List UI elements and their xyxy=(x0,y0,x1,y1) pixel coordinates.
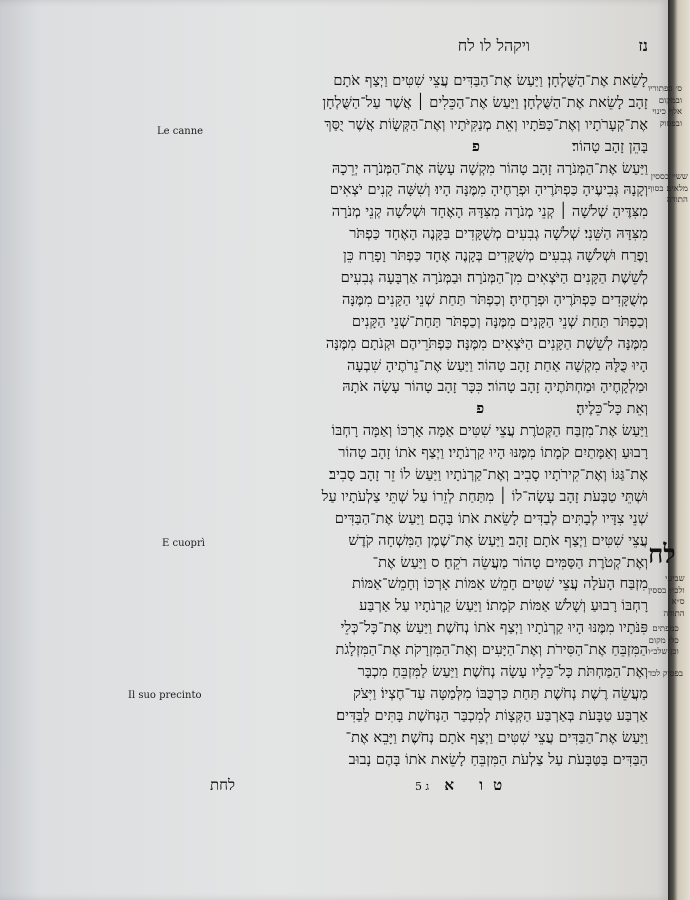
text-line: וּמַלְקָחֶיהָ וּמַחְתֹּתֶיהָ זָהָב טָהוֹר׃ כִּכָּר זָהָב טָהוֹר עָשָׂה אֹתָהּ xyxy=(342,378,648,396)
text-line: הַמִּזְבֵּחַ אֶת־הַסִּירֹת וְאֶת־הַיָּעִים וְאֶת־הַמִּזְרָקֹת אֶת־הַמִּזְלָגֹת xyxy=(335,641,648,659)
text-line: וְקָנָהּ גְּבִיעֶיהָ כַּפְתֹּרֶיהָ וּפְרָחֶיהָ מִמֶּנָּה הָיוּ׃ וְשִׁשָּׁה קָנִים יֹצְאִים xyxy=(329,181,648,199)
text-line: בָּהֵן זָהָב טָהוֹר׃פ xyxy=(472,137,648,155)
text-line: אֶת־קְעָרֹתָיו וְאֶת־כַּפֹּתָיו וְאֵת מְנַקִּיֹּתָיו וְאֶת־הַקְּשָׂוֹת אֲשֶׁר יֻסַּךְ xyxy=(324,115,648,133)
text-line: מִמֶּנָּה לְשֵׁשֶׁת הַקָּנִים הַיֹּצְאִים מִמֶּנָּה׃ כַּפְתֹּרֵיהֶם וּקְנֹתָם מִמֶּנָּה xyxy=(325,334,648,352)
section-separator: פ xyxy=(476,400,487,418)
text-line: הַבַּדִּים בַּטַּבָּעֹת עַל צַלְעֹת הַמִּזְבֵּחַ לָשֵׂאת אֹתוֹ בָּהֶם נָבוּב xyxy=(348,750,648,768)
section-separator: פ xyxy=(472,137,482,155)
text-line: מִצִּדֶּיהָ שְׁלֹשָׁה ׀ קְנֵי מְנֹרָה מִצִּדָּהּ הָאֶחָד וּשְׁלֹשָׁה קְנֵי מְנֹרָה xyxy=(331,203,648,221)
margin-hebrew-note-1: ס׳ כפתוריו ובמקום אלף כינוי ובפסוק xyxy=(648,84,683,129)
text-line: זָהָב לָשֵׂאת אֶת־הַשֻּׁלְחָן׃ וַיַּעַשׂ אֶת־הַכֵּלִים ׀ אֲשֶׁר עַל־הַשֻּׁלְחָן xyxy=(322,93,648,111)
margin-hebrew-note-4: כמפתים כלי מקום וכן שלכ״ו xyxy=(648,624,679,657)
page-footer xyxy=(210,776,650,800)
hebrew-text-column xyxy=(208,70,648,771)
text-line: וָפֶרַח וּשְׁלֹשָׁה גְבִעִים מְשֻׁקָּדִים בְּקָנֶה אֶחָד כַּפְתֹּר וָפָרַח כֵּן xyxy=(343,247,648,265)
text-line: רָבוּעַ וְאַמָּתַיִם קֹמָתוֹ מִמֶּנּוּ הָיוּ קַרְנֹתָיו׃ וַיְצַף אֹתוֹ זָהָב טָהוֹר xyxy=(338,444,648,462)
margin-note-precinto: Il suo precinto xyxy=(128,690,202,701)
margin-note-cuopri: E cuoprì xyxy=(162,538,205,549)
text-line: לָשֵׂאת אֶת־הַשֻּׁלְחָן׃ וַיַּעַשׂ אֶת־הַבַּדִּים עֲצֵי שִׁטִּים וַיְצַף אֹתָם xyxy=(333,72,648,89)
text-line: וְכַפְתֹּר תַּחַת שְׁנֵי הַקָּנִים מִמֶּנָּה וְכַפְתֹּר תַּחַת־שְׁנֵי הַקָּנִים xyxy=(351,312,648,330)
page-number: נז xyxy=(638,36,648,55)
text-line: מִזְבַּח הָעֹלָה עֲצֵי שִׁטִּים חָמֵשׁ אַמּוֹת אָרְכּוֹ וְחָמֵשׁ־אַמּוֹת xyxy=(352,575,648,593)
text-line: עֲצֵי שִׁטִּים וַיְצַף אֹתָם זָהָב׃ וַיַּעַשׂ אֶת־שֶׁמֶן הַמִּשְׁחָה קֹדֶשׁ xyxy=(348,531,648,549)
text-line: וּשְׁתֵּי טַבְּעֹת זָהָב עָשָׂה־לוֹ ׀ מִתַּחַת לְזֵרוֹ עַל שְׁתֵּי צַלְעֹתָיו עַל xyxy=(321,487,648,505)
catchword: לחת xyxy=(210,776,236,794)
page-header xyxy=(208,36,648,64)
text-line: מְשֻׁקָּדִים כַּפְתֹּרֶיהָ וּפְרָחֶיהָ׃ וְכַפְתֹּר תַּחַת שְׁנֵי הַקָּנִים מִמֶּנָּה xyxy=(342,290,648,308)
text-line: וַיַּעַשׂ אֶת־הַמְּנֹרָה זָהָב טָהוֹר מִקְשָׁה עָשָׂה אֶת־הַמְּנֹרָה יְרֵכָהּ xyxy=(331,159,648,177)
text-line: אֶת־גַּגּוֹ וְאֶת־קִירֹתָיו סָבִיב וְאֶת־קַרְנֹתָיו וַיַּעַשׂ לוֹ זֵר זָהָב סָבִיב׃ xyxy=(329,466,648,484)
margin-hebrew-note-3: שביעי ולכ״י בססין ס״א התורה xyxy=(648,574,685,619)
text-line: וְאֶת־קְטֹרֶת הַסַּמִּים טָהוֹר מַעֲשֵׂה רֹקֵחַ׃ ס וַיַּעַשׂ אֶת־ xyxy=(372,553,648,571)
text-line: לְשֵׁשֶׁת הַקָּנִים הַיֹּצְאִים מִן־הַמְּנֹרָה׃ וּבַמְּנֹרָה אַרְבָּעָה גְבִעִים xyxy=(340,269,648,287)
text-line: הָיוּ כֻּלָּהּ מִקְשָׁה אַחַת זָהָב טָהוֹר׃ וַיַּעַשׂ אֶת־נֵרֹתֶיהָ שִׁבְעָה xyxy=(347,356,648,374)
text-line: אַרְבַּע טַבָּעֹת בְּאַרְבַּע הַקְּצָוֹת לְמִכְבַּר הַנְּחֹשֶׁת בָּתִּים לַבַּדִּים׃ xyxy=(336,706,648,724)
signature-mark: טו א ג 5 xyxy=(415,776,513,794)
next-page-edge xyxy=(668,0,690,900)
text-line: פִּנֹּתָיו מִמֶּנּוּ הָיוּ קַרְנֹתָיו וַיְצַף אֹתוֹ נְחֹשֶׁת׃ וַיַּעַשׂ אֶת־כָּל־כְּלֵי xyxy=(340,619,648,637)
margin-hebrew-note-2: ששי׳ בססין מלאים בסוף התורה xyxy=(648,172,688,205)
margin-note-canne: Le canne xyxy=(157,126,204,137)
text-line: שְׁנֵי צִדָּיו לְבָתִּים לְבַדִּים לָשֵׂאת אֹתוֹ בָּהֶם׃ וַיַּעַשׂ אֶת־הַבַּדִּים xyxy=(334,509,648,527)
text-line: מִצִּדָּהּ הַשֵּׁנִי׃ שְׁלֹשָׁה גְבִעִים מְשֻׁקָּדִים בַּקָּנֶה הָאֶחָד כַּפְתֹּר xyxy=(349,225,648,243)
text-line: מַעֲשֵׂה רֶשֶׁת נְחֹשֶׁת תַּחַת כַּרְכֻּבּוֹ מִלְּמַטָּה עַד־חֶצְיוֹ׃ וַיִּצֹק xyxy=(353,684,648,702)
running-title: ויקהל לו לח xyxy=(457,36,530,55)
margin-hebrew-note-5: בפסוק לכד xyxy=(648,669,684,679)
text-line: וְאֶת־הַמַּחְתֹּת כָּל־כֵּלָיו עָשָׂה נְחֹשֶׁת׃ וַיַּעַשׂ לַמִּזְבֵּחַ מִכְבָּר xyxy=(357,663,648,681)
text-line: רָחְבּוֹ רָבוּעַ וְשָׁלֹשׁ אַמּוֹת קֹמָתוֹ׃ וַיַּעַשׂ קַרְנֹתָיו עַל אַרְבַּע xyxy=(359,597,648,615)
text-line: וַיַּעַשׂ אֶת־מִזְבַּח הַקְּטֹרֶת עֲצֵי שִׁטִּים אַמָּה אָרְכּוֹ וְאַמָּה רָחְבּוֹ xyxy=(331,422,648,440)
chapter-mark: לח xyxy=(648,540,676,570)
text-line: וְאֵת כָּל־כֵּלֶיהָ׃פ xyxy=(476,400,648,418)
text-line: וַיַּעַשׂ אֶת־הַבַּדִּים עֲצֵי שִׁטִּים וַיְצַף אֹתָם נְחֹשֶׁת׃ וַיָּבֵא אֶת־ xyxy=(345,728,648,746)
